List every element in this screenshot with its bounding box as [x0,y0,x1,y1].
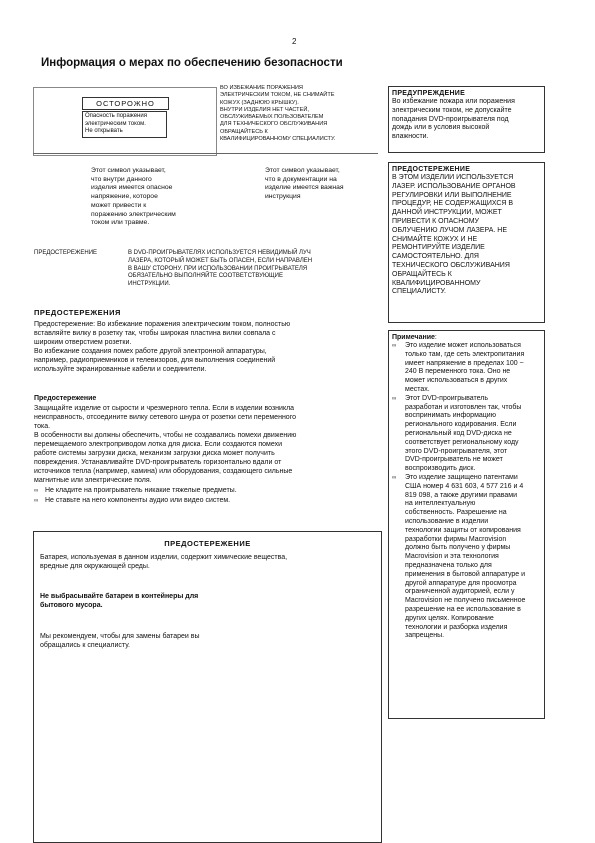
list-item [34,496,379,506]
description-line: может привести к [91,201,147,209]
battery-disposal-warning [40,592,260,610]
laser-box-line: РЕМОНТИРУЙТЕ ИЗДЕЛИЕ [392,244,485,252]
laser-box-line: В ЭТОМ ИЗДЕЛИИ ИСПОЛЬЗУЕТСЯ [392,174,514,181]
shock-warning-line: ОБСЛУЖИВАЕМЫХ ПОЛЬЗОВАТЕЛЕМ [220,114,324,121]
battery-line: Не выбрасывайте батареи в контейнеры для [40,593,199,600]
warning-box-line: электрическим током, не допускайте [392,106,512,114]
section-divider [33,153,378,154]
description-line: Этот символ указывает, [265,167,340,174]
description-line: что внутри данного [91,175,152,183]
list-item-text: Не ставьте на него компоненты аудио или видео систем. [45,497,231,504]
description-line: напряжение, которое [91,193,158,201]
list-item [392,342,541,395]
exclamation-symbol-description [265,167,380,202]
list-item [392,395,541,474]
list-item-text: Не кладите на проигрыватель никакие тяжелые предметы. [45,487,237,494]
battery-line: бытового мусора. [40,602,103,609]
notes-heading: Примечание: [392,334,437,341]
laser-box-heading: ПРЕДОСТЕРЕЖЕНИЕ [392,166,471,173]
description-line: изделия имеется опасное [91,184,173,192]
caution-line: магнитные или электрические поля. [34,477,152,484]
laser-caution-line: ИНСТРУКЦИИ. [128,281,171,288]
battery-line: Батарея, используемая в данном изделии, содержит химические вещества, [40,554,288,561]
laser-caution-label: ПРЕДОСТЕРЕЖЕНИЕ [34,250,98,256]
lightning-symbol-description [91,167,216,228]
shock-warning-line: КОЖУХ (ЗАДНЮЮ КРЫШКУ). [220,99,299,106]
caution-line: В особенности вы должны обеспечить, чтобы не создавались помехи движению [34,432,297,439]
precautions-line: используйте экранированные кабели и соединители. [34,366,207,373]
warning-box-heading: ПРЕДУПРЕЖДЕНИЕ [392,90,466,97]
list-item [392,474,541,641]
laser-caution-line: ОБЯЗАТЕЛЬНО ВЫПОЛНЯЙТЕ СООТВЕТСТВУЮЩИЕ [128,273,283,280]
warning-label-body [82,111,167,138]
page-title: Информация о мерах по обеспечению безопасности [41,57,343,69]
laser-box-line: РЕГУЛИРОВКИ ИЛИ ВЫПОЛНЕНИЕ [392,191,512,199]
description-line: что в документации на [265,175,337,183]
precautions-text [34,320,379,374]
battery-caution-text [40,553,360,571]
list-item [34,486,379,496]
laser-caution-line: В ВАШУ СТОРОНУ. ПРИ ИСПОЛЬЗОВАНИИ ПРОИГРЫВАТЕЛЯ [128,265,308,272]
warning-box-line: попадания DVD-проигрывателя под [392,115,509,123]
shock-warning-line: ЭЛЕКТРИЧЕСКИМ ТОКОМ, НЕ СНИМАЙТЕ [220,92,335,99]
caution-line: повреждения. Устанавливайте DVD-проигрыватель горизонтально вдали от [34,459,282,466]
battery-line: обращались к специалисту. [40,642,130,649]
laser-box-line: КВАЛИФИЦИРОВАННОМУ [392,279,481,287]
description-line: изделие имеется важная [265,184,344,192]
caution-line: Защищайте изделие от сырости и чрезмерного тепла. Если в изделии возникла [34,405,295,412]
caution-line: источников тепла (например, камина) или оборудования, создающего сильные [34,468,293,475]
caution-line: перемещаемого электроприводом лотка для диска. Если создаются помехи [34,441,283,448]
caution-line: работе системы загрузки диска, механизм загрузки диска может получить [34,450,275,457]
warning-label-line: электрическим током. [85,120,146,127]
precautions-line: вставляйте вилку в розетку так, чтобы широкая пластина вилки совпала с [34,330,276,337]
shock-warning-line: ОБРАЩАЙТЕСЬ К [220,128,268,135]
bullet-icon: ∞ [34,498,39,504]
battery-caution-box [33,531,382,843]
bullet-icon: ∞ [392,395,397,402]
bullet-icon: ∞ [392,343,397,349]
description-line: инструкция [265,193,301,201]
laser-box-line: ЛАЗЕР. ИСПОЛЬЗОВАНИЕ ОРГАНОВ [392,182,516,190]
warning-box-text [392,98,541,142]
warning-label-heading: ОСТОРОЖНО [82,97,169,110]
precautions-heading: ПРЕДОСТЕРЕЖЕНИЯ [34,308,121,317]
note-text: Это изделие защищено патентами США номер 4 631 603, 4 577 216 и 4 819 098, а также другими правами на интеллектуальную собственность. Разрешение на использование в изделии технологии защиты от копирования разработки фирмы Macrovision должно быть получено у фирмы Macrovision и эта технология предназначена только для применения в бытовой аппаратуре и другой аппаратуре для просмотра ограниченной аудиторией, если у Macrovision не получено письменное разрешение на ее использование в других целях. Копирование технологии и разборка изделия запрещены. [405,473,526,640]
caution-text [34,404,379,485]
warning-box-line: дождь или в условия высокой [392,124,490,132]
caution-heading: Предостережение [34,395,97,402]
laser-box-line: ОБРАЩАЙТЕСЬ К [392,270,452,278]
precautions-line: Во избежание создания помех работе другой электронной аппаратуры, [34,348,267,355]
laser-box-line: СНИМАЙТЕ КОЖУХ И НЕ [392,235,478,243]
laser-caution-line: В DVD-ПРОИГРЫВАТЕЛЯХ ИСПОЛЬЗУЕТСЯ НЕВИДИМЫЙ ЛУЧ [128,250,311,256]
bullet-icon: ∞ [34,488,39,494]
warning-label-line: Не открывать [85,128,123,135]
description-line: током или травме. [91,219,150,227]
shock-warning-line: ДЛЯ ТЕХНИЧЕСКОГО ОБСЛУЖИВАНИЯ [220,121,328,128]
description-line: Этот символ указывает, [91,167,166,174]
description-line: поражению электрическим [91,210,176,218]
laser-box-text [392,174,541,297]
laser-caution-line: ЛАЗЕРА, КОТОРЫЙ МОЖЕТ БЫТЬ ОПАСЕН, ЕСЛИ НАПРАВЛЕН [128,257,313,264]
note-text: Это изделие может использоваться только там, где сеть электропитания имеет напряжение в пределах 100 ~ 240 В переменного тока. Оно не может использоваться в других местах. [405,342,525,393]
page-number: 2 [292,37,297,46]
battery-line: Мы рекомендуем, чтобы для замены батареи вы [40,633,200,640]
precautions-line: Предостережение: Во избежание поражения электрическим током, полностью [34,321,291,328]
warning-label-line: Опасность поражения [85,113,147,119]
laser-box-line: ДАННОЙ ИНСТРУКЦИИ, МОЖЕТ [392,209,502,217]
laser-caution-box [388,162,545,323]
battery-line: вредные для окружающей среды. [40,563,150,570]
laser-box-line: ПРИВЕСТИ К ОПАСНОМУ [392,217,479,225]
warning-box-line: Во избежание пожара или поражения [392,98,515,105]
laser-caution-text [128,250,388,289]
warning-box [388,86,545,153]
shock-warning-text [220,85,382,143]
precautions-line: широким отверстием розетки. [34,339,132,346]
precautions-line: например, радиоприемников и телевизоров, для выполнения соединений [34,357,276,364]
shock-warning-line: ВНУТРИ ИЗДЕЛИЯ НЕТ ЧАСТЕЙ, [220,106,309,113]
warning-box-line: влажности. [392,133,429,141]
laser-box-line: ПРОЦЕДУР, НЕ СОДЕРЖАЩИХСЯ В [392,200,514,208]
shock-warning-line: ВО ИЗБЕЖАНИЕ ПОРАЖЕНИЯ [220,85,303,91]
bullet-icon: ∞ [392,474,397,481]
notes-box [388,330,545,719]
note-text: Этот DVD-проигрыватель разработан и изготовлен так, чтобы воспринимать информацию регионального кодирования. Если региональный код DVD-диска не соответствует региональному коду этого DVD-проигрывателя, этот DVD-проигрыватель не может воспроизводить диск. [405,394,522,473]
laser-box-line: ТЕХНИЧЕСКОГО ОБСЛУЖИВАНИЯ [392,261,510,269]
laser-box-line: СПЕЦИАЛИСТУ. [392,288,446,296]
battery-replacement-text [40,632,300,650]
caution-line: неисправность, отсоедините вилку сетевого шнура от розетки сети переменного [34,414,296,421]
battery-caution-heading: ПРЕДОСТЕРЕЖЕНИЕ [164,539,251,548]
laser-box-line: САМОСТОЯТЕЛЬНО. ДЛЯ [392,253,479,261]
laser-box-line: ОБЛУЧЕНИЮ ЛУЧОМ ЛАЗЕРА. НЕ [392,226,508,234]
caution-line: тока. [34,423,51,430]
shock-warning-line: КВАЛИФИЦИРОВАННОМУ СПЕЦИАЛИСТУ. [220,136,336,143]
